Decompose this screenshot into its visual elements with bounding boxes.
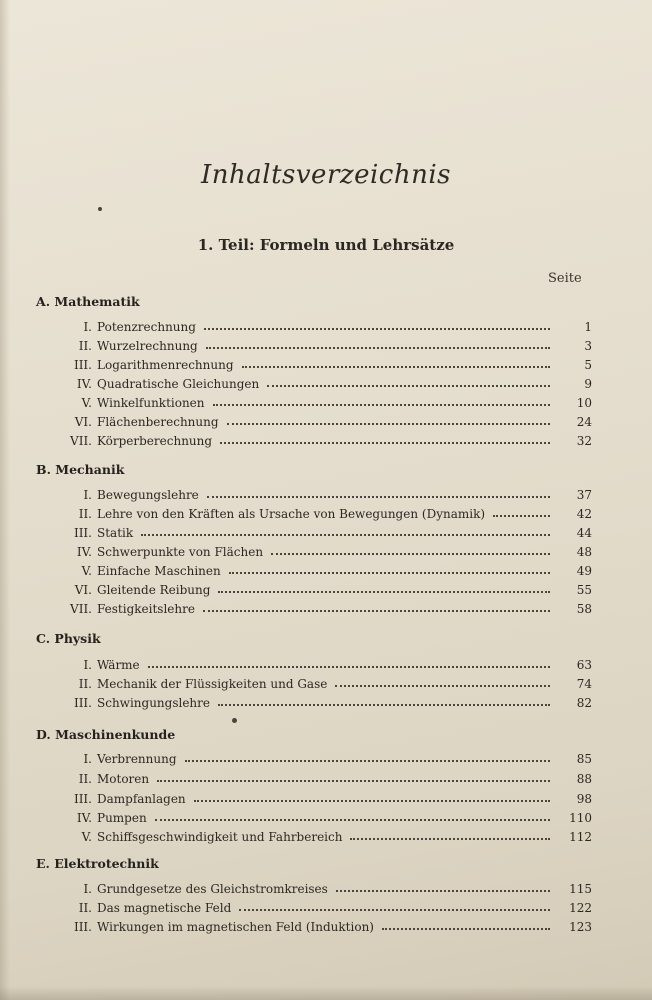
entry-number: II.	[78, 772, 92, 786]
entry-page: 112	[569, 830, 592, 844]
toc-entry	[40, 916, 592, 934]
dot-leader	[229, 572, 550, 574]
entry-number: II.	[78, 339, 92, 353]
ink-speck	[232, 718, 237, 723]
entry-title: Schiffsgeschwindigkeit und Fahrbereich	[97, 830, 343, 844]
toc-entry	[40, 897, 592, 915]
toc-entry	[40, 560, 592, 578]
entry-number: VI.	[74, 415, 92, 429]
entry-page: 42	[576, 507, 592, 521]
entry-number: IV.	[76, 545, 92, 559]
entry-page: 88	[576, 772, 592, 786]
dot-leader	[382, 928, 550, 930]
page-shadow-left	[0, 0, 10, 1000]
dot-leader	[206, 347, 550, 349]
toc-entry	[40, 392, 592, 410]
entry-number: III.	[73, 920, 92, 934]
entry-page: 10	[576, 396, 592, 410]
section-heading-mathematik: A. Mathematik	[36, 294, 140, 309]
entry-title: Das magnetische Feld	[97, 901, 232, 915]
entry-number: I.	[83, 882, 92, 896]
page-column-label: Seite	[548, 271, 582, 286]
entry-number: V.	[81, 830, 92, 844]
entry-page: 55	[576, 583, 592, 597]
entry-page: 9	[584, 377, 592, 391]
entry-number: II.	[78, 677, 92, 691]
toc-entry	[40, 826, 592, 844]
entry-title: Winkelfunktionen	[97, 396, 205, 410]
entry-page: 49	[576, 564, 592, 578]
entry-title: Quadratische Gleichungen	[97, 377, 260, 391]
entry-number: II.	[78, 507, 92, 521]
entry-page: 37	[576, 488, 592, 502]
dot-leader	[148, 666, 550, 668]
entry-page: 48	[576, 545, 592, 559]
entry-title: Wirkungen im magnetischen Feld (Induktion)	[97, 920, 374, 934]
entry-title: Schwingungslehre	[97, 696, 210, 710]
entry-title: Pumpen	[97, 811, 147, 825]
entry-title: Grundgesetze des Gleichstromkreises	[97, 882, 328, 896]
dot-leader	[157, 780, 550, 782]
entry-title: Bewegungslehre	[97, 488, 199, 502]
entry-page: 1	[584, 320, 592, 334]
entry-page: 24	[576, 415, 592, 429]
dot-leader	[242, 366, 550, 368]
toc-entry	[40, 316, 592, 334]
entry-page: 122	[569, 901, 592, 915]
entry-number: III.	[73, 526, 92, 540]
toc-entry	[40, 692, 592, 710]
entry-page: 110	[569, 811, 592, 825]
entry-page: 115	[569, 882, 592, 896]
entry-page: 3	[584, 339, 592, 353]
toc-entry	[40, 654, 592, 672]
entry-title: Verbrennung	[97, 752, 177, 766]
dot-leader	[335, 685, 550, 687]
toc-entry	[40, 807, 592, 825]
dot-leader	[207, 496, 550, 498]
entry-page: 5	[584, 358, 592, 372]
dot-leader	[155, 819, 550, 821]
entry-number: VI.	[74, 583, 92, 597]
toc-entry	[40, 503, 592, 521]
toc-entry	[40, 354, 592, 372]
entry-title: Gleitende Reibung	[97, 583, 211, 597]
dot-leader	[227, 423, 550, 425]
entry-page: 63	[576, 658, 592, 672]
toc-entry	[40, 411, 592, 429]
dot-leader	[185, 760, 550, 762]
entry-number: III.	[73, 358, 92, 372]
entry-page: 98	[576, 792, 592, 806]
section-heading-elektrotechnik: E. Elektrotechnik	[36, 856, 159, 871]
toc-entry	[40, 430, 592, 448]
dot-leader	[141, 534, 550, 536]
part-title: 1. Teil: Formeln und Lehrsätze	[197, 236, 455, 254]
entry-title: Logarithmenrechnung	[97, 358, 234, 372]
toc-entry	[40, 878, 592, 896]
entry-number: VII.	[70, 434, 92, 448]
entry-title: Flächenberechnung	[97, 415, 219, 429]
entry-number: V.	[81, 396, 92, 410]
toc-entry	[40, 541, 592, 559]
dot-leader	[218, 704, 550, 706]
entry-page: 123	[569, 920, 592, 934]
toc-entry	[40, 768, 592, 786]
dot-leader	[350, 838, 550, 840]
entry-title: Wurzelrechnung	[97, 339, 198, 353]
dot-leader	[218, 591, 550, 593]
entry-page: 44	[576, 526, 592, 540]
entry-number: IV.	[76, 377, 92, 391]
entry-title: Motoren	[97, 772, 150, 786]
entry-number: V.	[81, 564, 92, 578]
toc-entry	[40, 748, 592, 766]
section-heading-mechanik: B. Mechanik	[36, 462, 125, 477]
entry-title: Mechanik der Flüssigkeiten und Gase	[97, 677, 328, 691]
entry-number: I.	[83, 658, 92, 672]
entry-page: 85	[576, 752, 592, 766]
entry-title: Körperberechnung	[97, 434, 213, 448]
toc-entry	[40, 522, 592, 540]
dot-leader	[493, 515, 550, 517]
entry-page: 74	[576, 677, 592, 691]
ink-speck	[98, 207, 102, 211]
toc-entry	[40, 484, 592, 502]
dot-leader	[203, 610, 550, 612]
entry-page: 58	[576, 602, 592, 616]
dot-leader	[213, 404, 550, 406]
toc-entry	[40, 335, 592, 353]
entry-page: 32	[576, 434, 592, 448]
entry-title: Festigkeitslehre	[97, 602, 195, 616]
dot-leader	[239, 909, 550, 911]
dot-leader	[267, 385, 550, 387]
dot-leader	[204, 328, 550, 330]
entry-title: Potenzrechnung	[97, 320, 196, 334]
entry-number: III.	[73, 792, 92, 806]
entry-title: Lehre von den Kräften als Ursache von Bewegungen (Dynamik)	[97, 507, 486, 521]
entry-page: 82	[576, 696, 592, 710]
toc-entry	[40, 598, 592, 616]
dot-leader	[271, 553, 550, 555]
section-heading-physik: C. Physik	[36, 631, 101, 646]
page-shadow-bottom	[0, 986, 652, 1000]
section-heading-maschinenkunde: D. Maschinenkunde	[36, 727, 176, 742]
entry-number: I.	[83, 488, 92, 502]
entry-title: Schwerpunkte von Flächen	[97, 545, 264, 559]
entry-number: I.	[83, 320, 92, 334]
dot-leader	[194, 800, 550, 802]
entry-number: IV.	[76, 811, 92, 825]
toc-title: Inhaltsverzeichnis	[201, 160, 451, 190]
entry-number: VII.	[70, 602, 92, 616]
entry-title: Wärme	[97, 658, 140, 672]
entry-number: III.	[73, 696, 92, 710]
toc-entry	[40, 579, 592, 597]
toc-entry	[40, 788, 592, 806]
toc-entry	[40, 373, 592, 391]
entry-title: Statik	[97, 526, 134, 540]
entry-title: Einfache Maschinen	[97, 564, 221, 578]
entry-title: Dampfanlagen	[97, 792, 186, 806]
toc-entry	[40, 673, 592, 691]
entry-number: I.	[83, 752, 92, 766]
entry-number: II.	[78, 901, 92, 915]
dot-leader	[220, 442, 550, 444]
dot-leader	[336, 890, 550, 892]
